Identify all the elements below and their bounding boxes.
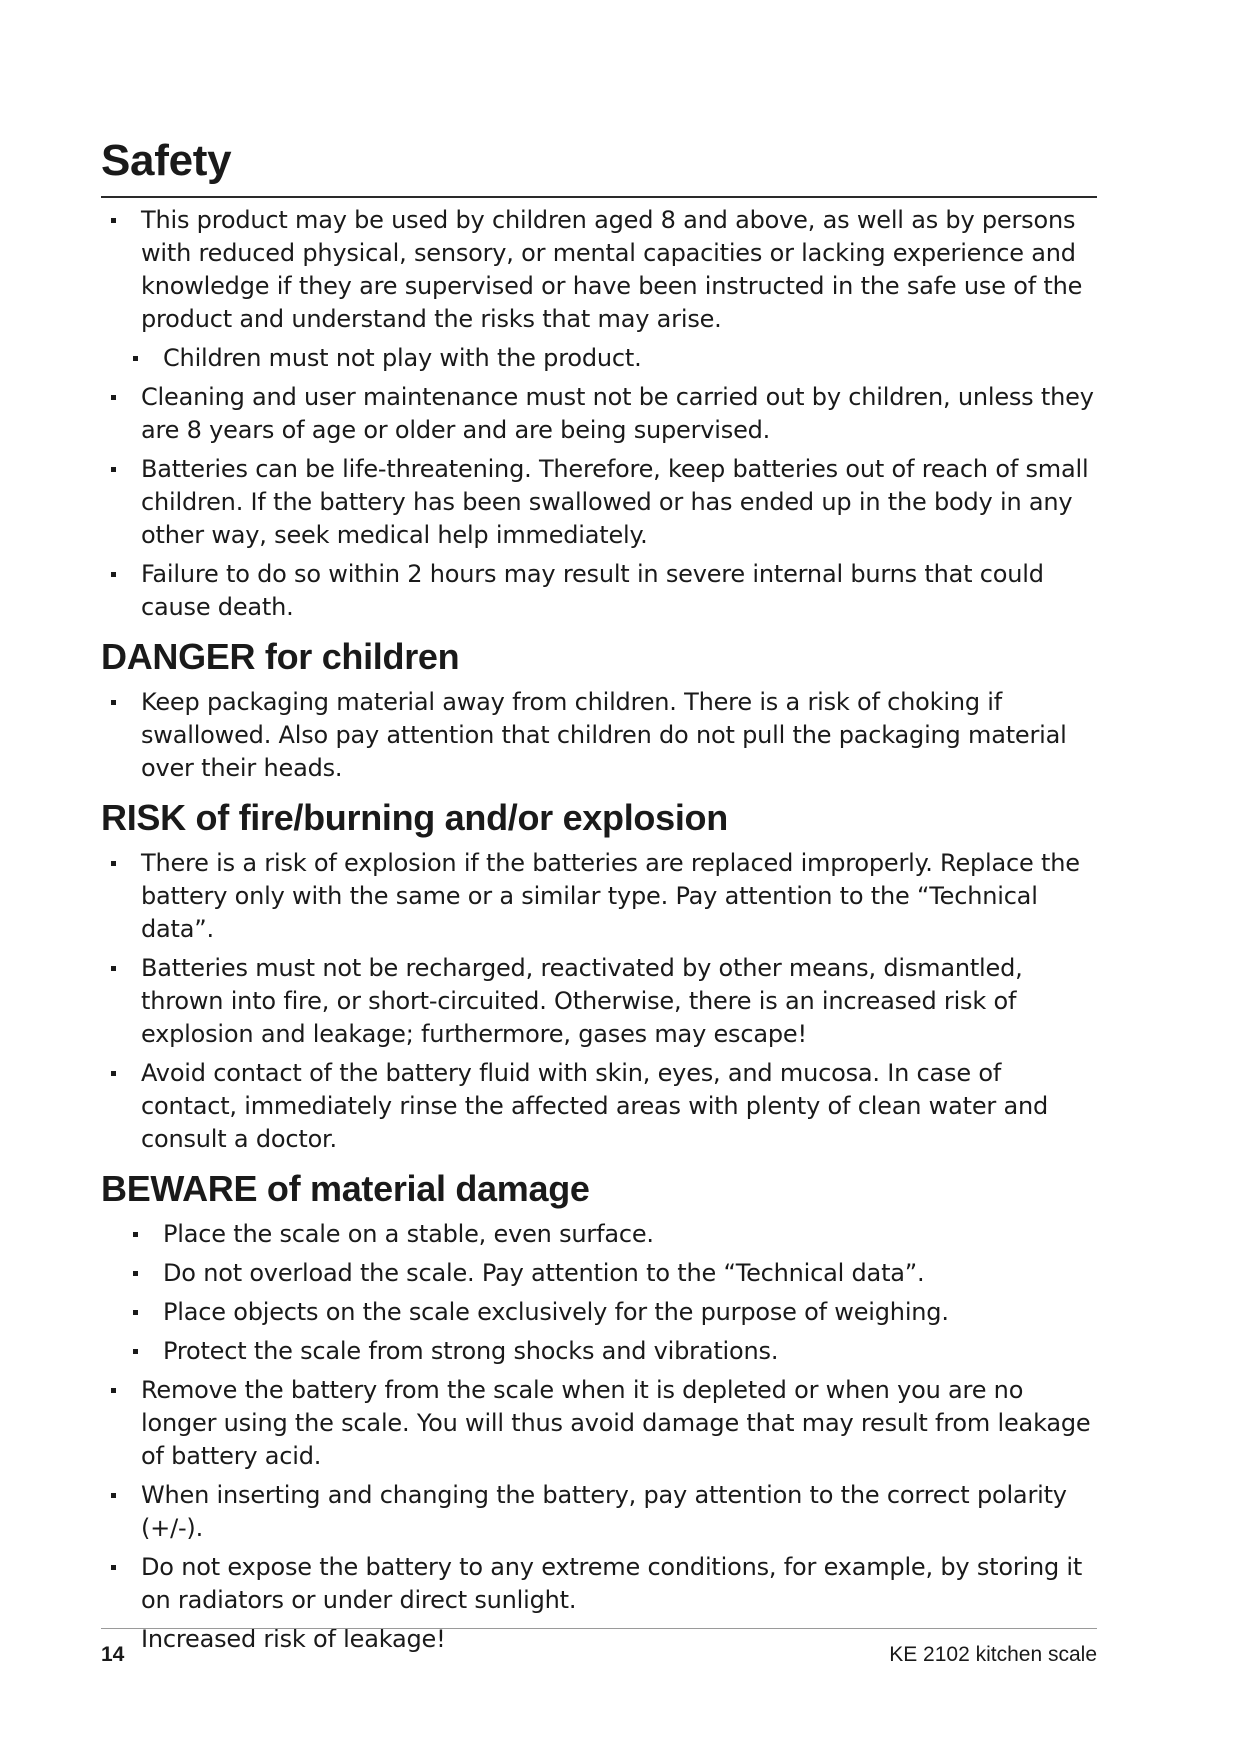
manual-page [101, 130, 1097, 1662]
bullet-icon [133, 356, 138, 361]
bullet-icon [133, 1271, 138, 1276]
bullet-icon [111, 572, 116, 577]
risk-list [101, 847, 1097, 1156]
list-item [101, 342, 1097, 375]
bullet-icon [111, 700, 116, 705]
list-item [101, 1057, 1097, 1156]
list-item [101, 1479, 1097, 1545]
list-item-text: This product may be used by children aged 8 and above, as well as by persons with reduced physical, sensory, or mental capacities or lacking experience and knowledge if they are supervised or have been instructed in the safe use of the product and understand the risks that may arise. [141, 206, 1083, 333]
bullet-icon [111, 1493, 116, 1498]
section-title-beware: BEWARE of material damage [101, 1168, 590, 1209]
list-item [101, 1218, 1097, 1251]
page-number: 14 [101, 1643, 125, 1666]
list-item [101, 453, 1097, 552]
list-item-text: Place the scale on a stable, even surface. [163, 1220, 654, 1248]
list-item-text: Remove the battery from the scale when it is depleted or when you are no longer using the scale. You will thus avoid damage that may result from leakage of battery acid. [141, 1376, 1091, 1470]
list-item-text: When inserting and changing the battery, pay attention to the correct polarity (+/-). [141, 1481, 1067, 1542]
list-item [101, 381, 1097, 447]
bullet-icon [111, 395, 116, 400]
list-item [101, 1335, 1097, 1368]
safety-list [101, 204, 1097, 624]
bullet-icon [133, 1232, 138, 1237]
danger-list [101, 686, 1097, 785]
list-item [101, 1296, 1097, 1329]
list-item [101, 952, 1097, 1051]
bullet-icon [133, 1310, 138, 1315]
document-title: KE 2102 kitchen scale [889, 1643, 1097, 1666]
list-item [101, 847, 1097, 946]
section-title-risk: RISK of fire/burning and/or explosion [101, 797, 728, 838]
bullet-icon [111, 467, 116, 472]
list-item-text: There is a risk of explosion if the batteries are replaced improperly. Replace the battery only with the same or a similar type. Pay attention to the “Technical data”. [141, 849, 1080, 943]
bullet-icon [133, 1349, 138, 1354]
page-footer [101, 1628, 1097, 1667]
list-item-text: Avoid contact of the battery fluid with skin, eyes, and mucosa. In case of contact, immediately rinse the affected areas with plenty of clean water and consult a doctor. [141, 1059, 1049, 1153]
list-item-text: Do not overload the scale. Pay attention to the “Technical data”. [163, 1259, 925, 1287]
list-item-text: Do not expose the battery to any extreme conditions, for example, by storing it on radiators or under direct sunlight. [141, 1553, 1083, 1614]
list-item [101, 1257, 1097, 1290]
list-item [101, 558, 1097, 624]
list-item [101, 686, 1097, 785]
list-item-text: Keep packaging material away from children. There is a risk of choking if swallowed. Also pay attention that children do not pull the packaging material over their heads. [141, 688, 1067, 782]
bullet-icon [111, 1388, 116, 1393]
bullet-icon [111, 966, 116, 971]
list-item-text: Children must not play with the product. [163, 344, 642, 372]
list-item [101, 1374, 1097, 1473]
section-title-safety: Safety [101, 130, 1097, 198]
list-item-text: Batteries must not be recharged, reactivated by other means, dismantled, thrown into fire, or short-circuited. Otherwise, there is an increased risk of explosion and leakage; furthermore, gases may escape! [141, 954, 1023, 1048]
list-item-text: Failure to do so within 2 hours may result in severe internal burns that could cause death. [141, 560, 1044, 621]
list-item-text: Cleaning and user maintenance must not be carried out by children, unless they are 8 years of age or older and are being supervised. [141, 383, 1094, 444]
bullet-icon [111, 861, 116, 866]
list-item-text: Place objects on the scale exclusively for the purpose of weighing. [163, 1298, 949, 1326]
list-item-note: Increased risk of leakage! [141, 1625, 446, 1653]
section-title-danger: DANGER for children [101, 636, 460, 677]
list-item [101, 204, 1097, 336]
list-item-text: Batteries can be life-threatening. Therefore, keep batteries out of reach of small children. If the battery has been swallowed or has ended up in the body in any other way, seek medical help immediately. [141, 455, 1089, 549]
beware-list [101, 1218, 1097, 1656]
bullet-icon [111, 1071, 116, 1076]
bullet-icon [111, 1565, 116, 1570]
bullet-icon [111, 218, 116, 223]
list-item-text: Protect the scale from strong shocks and vibrations. [163, 1337, 779, 1365]
